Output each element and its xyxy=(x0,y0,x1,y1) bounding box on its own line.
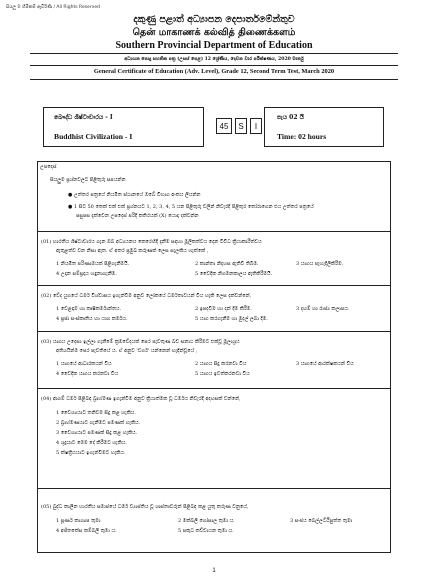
duration-english: Time: 02 hours xyxy=(277,132,327,141)
instruction-text: උත්තර පත්‍රයේ නියමිත ස්ථානයේ ඔබේ විභාග අංකය ලියන්න xyxy=(73,192,201,198)
answer-option: 3 වෛශ්‍යයාට පමණක් සිදු කළ හැකිය. xyxy=(56,430,138,436)
answer-option: 3 දහම් හා රාජ්‍ය කලාපය. xyxy=(296,306,350,312)
answer-option: 2 බ්‍රාහ්මණයාට ගැනීමට පමණක් හැකිය. xyxy=(56,420,141,426)
header-rule-middle xyxy=(30,65,398,66)
instructions-line: සියලුම ප්‍රශ්නවලට පිළිතුරු සපයන්න xyxy=(50,177,126,183)
question-stem: (03) යාගය උදෙසා ඉල්ලා ගැනීමේ ක්‍රමවේදයක් පෙර පැවතුණ බව සනාථ කිරීමට එක්වූ මූලාශ්‍රය xyxy=(41,339,240,345)
answer-option: 4 ප්‍රජා සංස්කෘතිය හා යාග කර්මය. xyxy=(56,316,128,322)
answer-option: 3 යාගයේ ආරක්ෂකයන් විය xyxy=(296,361,354,367)
question-stem: අතිශයින්ම පෙර පැවතියේ ය. ඒ අනුව 'වර්ග' යන්නෙන් හැඳින්වූයේ , xyxy=(56,348,198,354)
answer-option: 4 අජිතකේස කම්බලී තුමා ය. xyxy=(56,528,117,534)
department-name-english: Southern Provincial Department of Education xyxy=(115,40,313,51)
answer-option: 1 නියමිත පරිණාමයක් පිළිගැනීමයි. xyxy=(56,261,130,267)
question-divider xyxy=(37,488,391,489)
answer-option: 1 පූර්ණ කාශ්‍යප තුමා xyxy=(56,518,101,524)
answer-option: 3 යාගය පැහැදිලිකිරීම. xyxy=(296,261,344,267)
header-rule-top xyxy=(30,53,398,54)
department-name-tamil: தென் மாகாணக் கல்வித் திணைக்களம் xyxy=(132,27,296,38)
answer-option: 2 යාගය සිදු කරනවා විය xyxy=(195,361,247,367)
subject-code-cell: 45 xyxy=(216,118,232,134)
answer-option: 4 වෛදික යාගය කරනවා විය xyxy=(56,371,119,377)
page-number: 1 xyxy=(212,568,216,574)
question-divider xyxy=(37,331,391,332)
subject-title-sinhala: බෞද්ධ ශිෂ්ටාචාරය - I xyxy=(54,114,113,121)
question-stem: (02) වේද යුගයේ ධර්ම විශ්වාසය ඉගැන්වීම අනුව ලෝකයේ ධර්මතාවයන් විය හැකි ලෙස දක්වන්නේ, xyxy=(41,293,252,299)
question-divider xyxy=(37,388,391,389)
instructions-heading: උපදෙස් xyxy=(40,164,57,170)
answer-option: 5 යාගය ඉවත්කරනවා විය xyxy=(195,371,250,377)
answer-option: 5 යාග කරගැනීම හා මුදල් ලබා දීම. xyxy=(195,316,268,322)
exam-info-english: General Certificate of Education (Adv. Level), Grade 12, Second Term Test, March 2020 xyxy=(93,68,335,75)
subject-code-cell: S xyxy=(235,118,247,134)
time-box xyxy=(264,107,384,147)
duration-sinhala: පැය 02 යි xyxy=(277,114,304,121)
subject-box xyxy=(43,107,204,147)
answer-option: 1 යාගයේ ආධාරකයන් විය xyxy=(56,361,112,367)
answer-option: 5 ක්ෂත්‍රියයාට ඉගැන්වීමට හැකිය. xyxy=(56,450,126,456)
answer-option: 1 වෙළඳාම හා කෘෂිකර්මාන්තය. xyxy=(56,306,122,312)
rights-notice: සියලු ම හිමිකම් ඇවිරිණි / All Rights Reserved xyxy=(6,5,100,10)
answer-option: 1 වෛශ්‍යයාට තනිවම සිදු කළ හැකිය. xyxy=(56,410,136,416)
section-divider xyxy=(37,231,391,232)
answer-option: 5 වෛදික නිගමනකාලය ඇතිකිරීමයි. xyxy=(195,271,273,277)
exam-info-sinhala: අධ්‍යයන පොදු සහතික පත්‍ර (උසස් පෙළ) 12 ශ්‍රේණිය, දෙවන වාර පරීක්ෂණය, 2020 මාර්තු xyxy=(124,57,304,62)
instruction-text: පසුපස දැක්වෙන උපදෙස් පරිදි කතිරයක් (X) යොදා දක්වන්න xyxy=(76,213,199,219)
questions-frame xyxy=(37,161,391,553)
answer-option: 2 මක්ඛලී ගෝසාල තුමා ය. xyxy=(178,518,235,524)
instruction-bullet: ● උත්තර පත්‍රයේ නියමිත ස්ථානයේ ඔබේ විභාග අංකය ලියන්න xyxy=(68,192,201,198)
question-stem: (04) ආගම් ධර්ම පිළිබඳ බ්‍රාහ්මණ ඉගැන්වීම අනුව ක්‍රියාත්මක වූ ධර්මය නිවැරදි අදහසක් වන්නේ, xyxy=(41,396,241,402)
question-divider xyxy=(37,285,391,286)
header-rule-bottom xyxy=(30,79,398,80)
answer-option: 5 පකුධ කච්චායන තුමා ය. xyxy=(178,528,234,534)
instruction-bullet: ● 1 සිට 50 තෙක් එක් එක් ප්‍රශ්නයට 1, 2, 3, 4, 5 යන පිළිතුරු වලින් නිවැරදි පිළිතුර තෝරාගෙන එය උත්තර පත්‍රයේ xyxy=(68,204,314,210)
department-name-sinhala: දකුණු පළාත් අධ්‍යාපන දෙපාර්තමේන්තුව xyxy=(133,14,295,25)
instruction-text: 1 සිට 50 තෙක් එක් එක් ප්‍රශ්නයට 1, 2, 3, 4, 5 යන පිළිතුරු වලින් නිවැරදි පිළිතුර තෝරාගෙන එය උත්තර පත්‍රයේ xyxy=(73,204,314,210)
answer-option: 2 කාන්තා නිදහස ඇතිවී තිබීම. xyxy=(195,261,259,267)
question-stem: (05) බුද්ධ කාලීන භාරතීය සමාජයේ ධර්ම ව්‍යාප්තිය වූ ශාස්තෘවරුන් පිළිබඳ කළ යුතු කරුණ වනුයේ, xyxy=(41,504,249,510)
subject-code-cell: I xyxy=(250,118,262,134)
answer-option: 2 ඉපදවීම හා දන් දීම කිරීම. xyxy=(195,306,252,312)
answer-option: 4 උදාන සම්ප්‍රදාය හඳුනාගැනීම. xyxy=(56,271,117,277)
subject-title-english: Buddhist Civilization - I xyxy=(54,132,133,141)
answer-option: 3 සංජය බෙල්ලට්ඨිපුත්ත තුමා xyxy=(290,518,353,524)
answer-option: 4 ශූද්‍රයාට මෙම දේ කිරීමට හැකිය. xyxy=(56,440,127,446)
question-stem: (01) භාරතීය ශිෂ්ටාචාරය ගැන ඔබ අධ්‍යයනය කෙරෙහිදී දැනීම සඳහා මූලිකත්වය දෙන විවිධ ක්‍රියාකාරීත්වය xyxy=(41,239,262,245)
question-stem: ඇතුළත්ව වන නිසා ඇත. ඒ අතර ප්‍රමුඛ කරුණක් ලෙස සැලකිය හැක්කේ , xyxy=(56,248,209,254)
